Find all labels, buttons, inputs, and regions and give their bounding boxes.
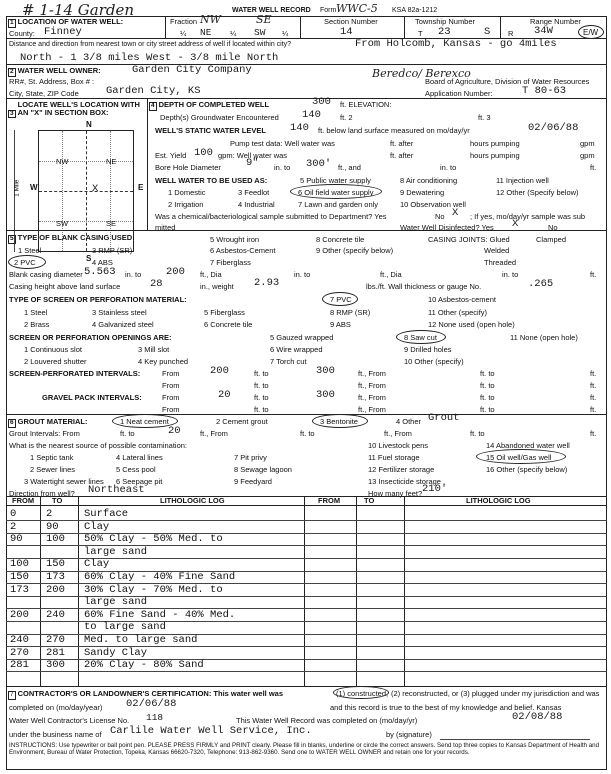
open-9: 9 Drilled holes [404,345,452,354]
depth-value: 300 [312,96,331,108]
license-value: 118 [146,712,164,723]
table-row-divider [6,671,607,672]
open-10: 10 Other (specify) [404,357,464,366]
q4-value: SW [254,27,266,38]
litho-header-log-2: LITHOLOGIC LOG [466,496,531,505]
use-12: 12 Other (Specify below) [496,188,579,197]
contam-16: 16 Other (specify below) [486,465,568,474]
q-quarter-2: ¼ [230,29,237,38]
use-4: 4 Industrial [238,200,275,209]
loc-ne: NE [106,157,117,166]
form-id-hand: WWC-5 [336,2,378,15]
screen-2: 2 Brass [24,320,50,329]
table-cell-log: 60% Fine Sand - 40% Med. [84,608,236,621]
table-cell-to: 300 [46,659,65,672]
reconstructed-label: (2) reconstructed, or (3) plugged under my jurisdiction and was [391,689,600,698]
diam-to: 200 [166,266,185,278]
section-value: 14 [340,26,353,38]
grout-3: 3 Bentonite [320,417,358,426]
grout-2: 2 Cement grout [216,417,268,426]
table-cell-from: 150 [10,571,29,583]
table-cell-to: 90 [46,520,59,533]
table-cell-log: large sand [84,596,148,609]
bact-label: Was a chemical/bacteriological sample submitted to Department? Yes [155,212,387,221]
static-date: 02/06/88 [528,122,579,134]
city-label: City, State, ZIP Code [9,89,79,98]
q3-hand: SE [256,13,272,26]
handwritten-title: # 1-14 Garden [22,1,135,19]
table-cell-to: 281 [46,646,65,659]
business-value: Carlile Water Well Service, Inc. [110,725,312,737]
use-7: 7 Lawn and garden only [298,200,379,209]
township-label: Township Number [415,17,476,26]
completed-date: 02/06/88 [126,698,177,710]
loc-nw: NW [56,157,69,166]
range-value: 34W [534,25,553,37]
instructions-text: INSTRUCTIONS: Use typewriter or ball point pen. PLEASE PRESS FIRMLY and PRINT clearly. Please fill in blanks, underline or circle the correct answers. Send top three copies to Kansas Department of Health and Environment, Bureau of Water Protection, Topeka, Kansas 66620-7320, Telephone: 913-862-9360. Send one to WATER WELL OWNER and retain one for your records. [9,742,600,757]
table-cell-to: 240 [46,608,65,621]
contam-label: What is the nearest source of possible contamination: [9,441,188,450]
app-number: T 80-63 [522,85,567,97]
use-6: 6 Oil field water supply [298,188,374,197]
section-label: Section Number [324,17,378,26]
casing-9: 9 Other (specify below) [316,246,394,255]
contam-3: 3 Watertight sewer lines [24,477,104,486]
casing-3: 3 RMP (SR) [92,246,133,255]
app-label: Application Number: [425,89,493,98]
casing-7: 7 Fiberglass [210,258,251,267]
loc-n: N [86,120,92,129]
table-cell-from: 173 [10,583,29,596]
diam-value: 5.563 [84,266,116,278]
distance-line2: North - 1 3/8 miles West - 3/8 mile North [20,52,279,64]
table-cell-log: 60% Clay - 40% Fine Sand [84,571,236,583]
completed-label: completed on (mo/day/year) [9,703,103,712]
open-7: 7 Torch cut [270,357,307,366]
screen-10: 10 Asbestos-cement [428,295,496,304]
sec1-header: 1 LOCATION OF WATER WELL: [10,17,124,26]
table-cell-log: to large sand [84,621,166,634]
gravel-to: 300 [316,389,335,401]
grout-label: 6 GROUT MATERIAL: [10,417,88,426]
direction-label: Direction from well? [9,489,75,498]
t-prefix: T [418,29,423,38]
open-2: 2 Louvered shutter [24,357,87,366]
joints-threaded: Threaded [484,258,517,267]
table-cell-from: 2 [10,520,17,533]
open-11: 11 None (open hole) [510,333,578,342]
pump-label: Pump test data: Well water was [230,139,335,148]
litho-header-log: LITHOLOGIC LOG [160,496,225,505]
gravel-from: 20 [218,389,231,401]
table-cell-from: 281 [10,659,29,672]
q-quarter-1: ¼ [180,29,187,38]
sec2-header: 2 WATER WELL OWNER: [10,66,101,75]
contam-10: 10 Livestock pens [368,441,429,450]
bore-value: 9" [246,157,259,169]
gw-value: 140 [302,109,321,121]
rr-label: RR#, St. Address, Box # : [9,77,95,86]
intervals-label: Grout Intervals: From [9,429,80,438]
contam-12: 12 Fertilizer storage [368,465,435,474]
casing-5: 5 Wrought iron [210,235,260,244]
bact-x: X [452,207,459,219]
mitted-label: mitted [155,223,176,232]
static-value: 140 [290,122,309,134]
disinfect-label: Water Well Disinfected? Yes [400,223,494,232]
screen-8: 8 RMP (SR) [330,308,371,317]
perf-to: 300 [316,365,335,377]
gravel-label: GRAVEL PACK INTERVALS: [42,393,142,402]
yield-value: 100 [194,147,213,159]
contam-14: 14 Abandoned water well [486,441,570,450]
casing-6: 6 Asbestos-Cement [210,246,276,255]
screen-6: 6 Concrete tile [204,320,253,329]
grout-to: 20 [168,425,181,437]
loc-x-mark: X [92,183,99,195]
table-cell-log: 50% Clay - 50% Med. to [84,533,223,546]
table-cell-from: 100 [10,558,29,571]
screen-12: 12 None used (open hole) [428,320,515,329]
contam-9: 9 Feedyard [234,477,272,486]
county-label: County: [9,29,35,38]
height-label: Casing height above land surface [9,282,121,291]
screen-4: 4 Galvanized steel [92,320,154,329]
table-cell-log: Clay [84,558,110,571]
use-3: 3 Feedlot [238,188,270,197]
loc-e: E [138,183,144,192]
q1-hand: NW [200,13,221,26]
contam-11: 11 Fuel storage [368,453,420,462]
ksa-ref: KSA 82a-1212 [392,7,438,14]
perf-from: 200 [210,365,229,377]
q-quarter-3: ¼ [282,29,289,38]
contam-5: 5 Cess pool [116,465,156,474]
static-label: WELL'S STATIC WATER LEVEL [155,126,266,135]
static-tail: ft. below land surface measured on mo/day/yr [318,126,470,135]
contam-2: 2 Sewer lines [30,465,76,474]
litho-header-to-2: TO [364,496,375,505]
grout-other: Grout [428,412,460,424]
screen-5: 5 Fiberglass [204,308,245,317]
bact-tail: ; If yes, mo/day/yr sample was sub [470,212,586,221]
range-ew: E/W [583,28,599,37]
open-1: 1 Continuous slot [24,345,82,354]
form-label: Form [320,7,337,14]
contam-1: 1 Septic tank [30,453,74,462]
completed-tail: and this record is true to the best of my knowledge and belief. Kansas [330,703,562,712]
use-5: 5 Public water supply [300,176,371,185]
constructed-label: (1) constructed, [336,689,389,698]
screen-9: 9 ABS [330,320,351,329]
grout-4: 4 Other [396,417,422,426]
r-prefix: R [508,29,514,38]
table-cell-to: 2 [46,508,53,520]
casing-1: 1 Steel [18,246,42,255]
range-label: Range Number [530,17,581,26]
disinfect-no: No [548,223,558,232]
table-cell-to: 200 [46,583,65,596]
open-4: 4 Key punched [138,357,189,366]
table-cell-log: large sand [84,545,148,558]
distance-label: Distance and direction from nearest town or city street address of well if located within city? [9,41,292,48]
height-value: 28 [150,278,163,290]
contam-15: 15 Oil well/Gas well [486,453,552,462]
table-cell-from: 90 [10,533,23,546]
county-value: Finney [44,26,82,38]
casing-4: 4 ABS [92,258,113,267]
casing-2: 2 PVC [14,258,36,267]
open-5: 5 Gauzed wrapped [270,333,334,342]
depth-label: 4 DEPTH OF COMPLETED WELL [151,100,270,109]
open-3: 3 Mill slot [138,345,170,354]
table-cell-from: 240 [10,634,29,646]
bore-label: Bore Hole Diameter [155,163,221,172]
owner-hand: Beredco/ Berexco [372,67,471,80]
diam-label: Blank casing diameter [9,270,83,279]
table-cell-log: Med. to large sand [84,634,198,646]
table-cell-log: 20% Clay - 80% Sand [84,659,204,672]
table-cell-log: Sandy Clay [84,646,148,659]
use-10: 10 Observation well [400,200,466,209]
use-9: 9 Dewatering [400,188,445,197]
loc-sw: SW [56,219,69,228]
wall-value: .265 [528,278,554,290]
gw-label: Depth(s) Groundwater Encountered [160,113,279,122]
loc-se: SE [106,219,117,228]
perf-label: SCREEN-PERFORATED INTERVALS: [9,369,141,378]
table-cell-from: 270 [10,646,29,659]
use-1: 1 Domestic [168,188,206,197]
table-cell-log: 30% Clay - 70% Med. to [84,583,223,596]
license-label: Water Well Contractor's License No. [9,716,130,725]
elev-label: ft. ELEVATION: [340,100,392,109]
use-8: 8 Air conditioning [400,176,458,185]
business-label: under the business name of [9,730,102,739]
table-cell-to: 173 [46,571,65,583]
wall-label: lbs./ft. Wall thickness or gauge No. [366,282,482,291]
open-6: 6 Wire wrapped [270,345,323,354]
form-title: WATER WELL RECORD [232,7,311,14]
casing-8: 8 Concrete tile [316,235,365,244]
casing-label: 5 TYPE OF BLANK CASING USED: [10,233,135,242]
litho-header-to: TO [52,496,63,505]
contam-13: 13 Insecticide storage [368,477,441,486]
township-dir: S [484,26,491,38]
screen-7: 7 PVC [330,295,352,304]
use-11: 11 Injection well [496,176,549,185]
bact-no: No [435,212,445,221]
weight-label: in., weight [200,282,234,291]
table-cell-from: 0 [10,508,17,520]
joints-welded: Welded [484,246,510,255]
howmany-label: How many feet? [368,489,423,498]
township-value: 23 [438,26,451,38]
contam-6: 6 Seepage pit [116,477,163,486]
table-cell-from: 200 [10,608,29,621]
q2-value: NE [200,27,212,38]
open-8: 8 Saw cut [404,333,437,342]
screen-11: 11 Other (specify) [428,308,488,317]
record-label: This Water Well Record was completed on (mo/day/yr) [236,716,418,725]
open-label: SCREEN OR PERFORATION OPENINGS ARE: [9,333,172,342]
mile-label: 1 Mile [13,179,21,197]
direction-value: Northeast [88,484,145,496]
bore-to: 300' [306,158,332,170]
table-cell-to: 150 [46,558,65,571]
city-value: Garden City, KS [106,85,201,97]
use-2: 2 Irrigation [168,200,204,209]
record-date: 02/08/88 [512,711,563,723]
use-label: WELL WATER TO BE USED AS: [155,176,268,185]
fraction-label: Fraction [170,17,198,26]
table-cell-to: 100 [46,533,65,546]
howmany-value: 210' [422,483,448,495]
cert-label: 7 CONTRACTOR'S OR LANDOWNER'S CERTIFICATION: This water well was [10,689,284,698]
joints-label: CASING JOINTS: Glued [428,235,510,244]
litho-header-from-2: FROM [318,496,341,505]
screen-label: TYPE OF SCREEN OR PERFORATION MATERIAL: [9,295,187,304]
contam-4: 4 Lateral lines [116,453,163,462]
yield-unit: gpm: Well water was [218,151,288,160]
by-label: by (signature) [386,730,432,739]
contam-7: 7 Pit privy [234,453,267,462]
yield-label: Est. Yield [155,151,187,160]
board-label: Board of Agriculture, Division of Water Resources [425,77,590,86]
table-cell-log: Clay [84,520,110,533]
screen-1: 1 Steel [24,308,48,317]
joints-clamped: Clamped [536,235,567,244]
grout-1: 1 Neat cement [120,417,169,426]
disinfect-x: X [512,218,519,230]
table-cell-to: 270 [46,634,65,646]
loc-s: S [86,254,92,263]
sec3-header: 3LOCATE WELL'S LOCATION WITH AN "X" IN SECTION BOX: [10,100,140,117]
litho-header-from: FROM [12,496,35,505]
contam-8: 8 Sewage lagoon [234,465,292,474]
owner-value: Garden City Company [132,64,252,76]
table-cell-log: Surface [84,508,129,520]
loc-w: W [30,183,38,192]
screen-3: 3 Stainless steel [92,308,147,317]
weight-value: 2.93 [254,277,280,289]
distance-line1: From Holcomb, Kansas - go 4miles [355,38,557,50]
